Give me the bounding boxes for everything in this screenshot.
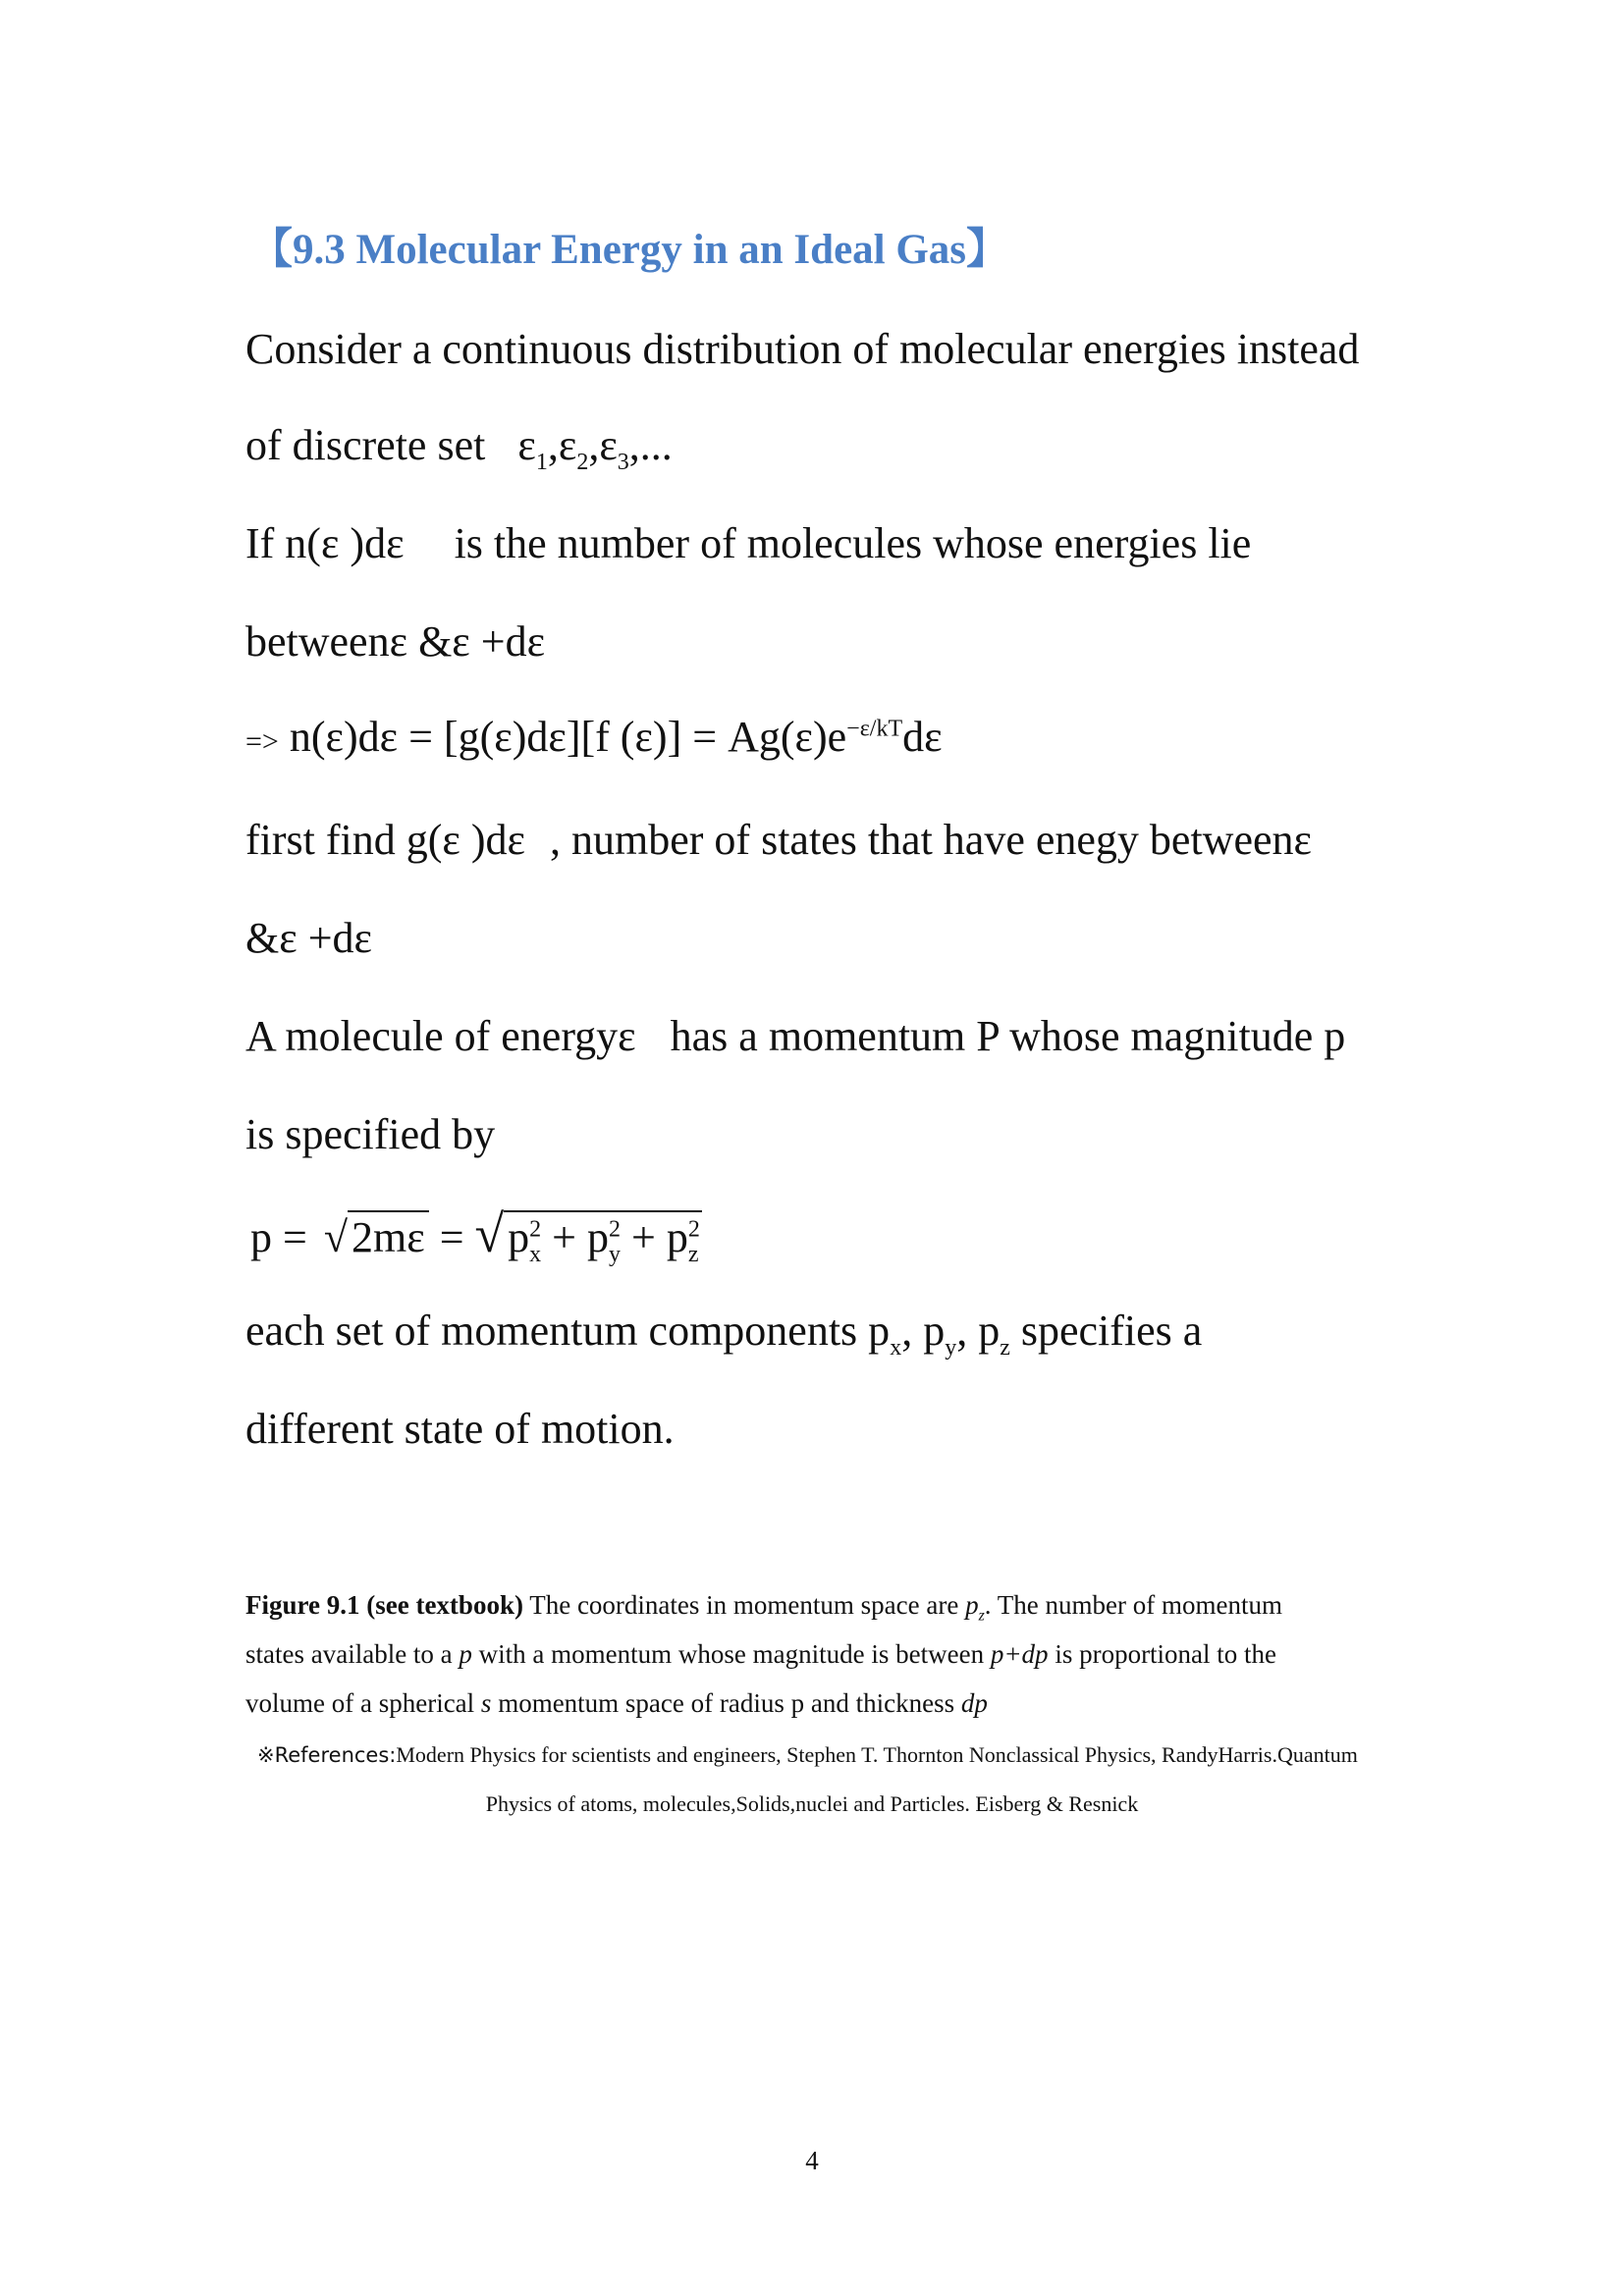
equation-n-epsilon	[245, 712, 943, 762]
eq1-exponent: −ε/kT	[846, 716, 903, 742]
section-title: 【9.3 Molecular Energy in an Ideal Gas】	[250, 227, 1009, 273]
implies-arrow: =>	[245, 725, 279, 758]
page-number: 4	[805, 2146, 819, 2175]
body-line-11: each set of momentum components $p_x$, $p_y$, $p_z$ specifies a	[245, 1307, 1203, 1361]
references-label: ※References:	[257, 1743, 397, 1767]
eq1-rhs: Ag(ε)e	[728, 713, 847, 761]
eq2-lhs: p =	[250, 1213, 307, 1261]
figure-caption-line-2: states available to a p with a momentum whose magnitude is between p+dp is proportional to the	[245, 1639, 1277, 1669]
references-line-1: ※References:Modern Physics for scientists and engineers, Stephen T. Thornton Nonclassical Physics, RandyHarris.Quantum	[257, 1742, 1358, 1767]
eq1-equals: =	[692, 713, 718, 761]
body-line-3-a: If n(ε )dε	[245, 519, 405, 567]
figure-label: Figure 9.1 (see textbook)	[245, 1590, 523, 1620]
body-line-1: Consider a continuous distribution of molecular energies instead	[245, 325, 1360, 373]
eq1-tail: dε	[902, 713, 943, 761]
eq2-equals: =	[439, 1213, 464, 1261]
body-line-8	[245, 1011, 1345, 1061]
sqrt-2m-epsilon: √2mε	[324, 1213, 429, 1261]
equation-momentum	[250, 1203, 702, 1267]
body-line-7: &ε +dε	[245, 914, 372, 962]
eq1-mid: [g(ε)dε][f (ε)]	[443, 713, 682, 761]
figure-caption-line-1: Figure 9.1 (see textbook) The coordinates in momentum space are $p_z$. The number of momentum	[245, 1590, 1282, 1625]
eq1-lhs: n(ε)dε =	[289, 713, 433, 761]
body-line-3-b: is the number of molecules whose energies lie	[454, 519, 1252, 567]
body-line-6-b: , number of states that have enegy betweenε	[550, 816, 1312, 864]
body-line-11-a: each set of momentum components p	[245, 1307, 891, 1355]
body-line-3	[245, 518, 1251, 568]
body-line-6	[245, 815, 1312, 865]
body-line-2	[245, 420, 673, 475]
sqrt-momentum-sum: $√p^2_x + p^2_y + p^2_z$	[475, 1213, 703, 1261]
body-line-6-a: first find g(ε )dε	[245, 816, 526, 864]
energy-set: $\varepsilon_1,\varepsilon_2,\varepsilon_3$,...	[517, 421, 673, 475]
references-line-2: Physics of atoms, molecules,Solids,nuclei and Particles. Eisberg & Resnick	[485, 1791, 1139, 1816]
body-line-2-prefix: of discrete set	[245, 421, 486, 469]
body-line-11-b: specifies a	[1020, 1307, 1203, 1355]
body-line-12: different state of motion.	[245, 1405, 675, 1453]
body-line-8-a: A molecule of energyε	[245, 1012, 636, 1060]
body-line-4: betweenε &ε +dε	[245, 617, 546, 666]
body-line-8-b: has a momentum P whose magnitude p	[670, 1012, 1346, 1060]
figure-caption-line-3: volume of a spherical s momentum space of radius p and thickness dp	[245, 1688, 988, 1718]
body-line-9: is specified by	[245, 1110, 496, 1158]
